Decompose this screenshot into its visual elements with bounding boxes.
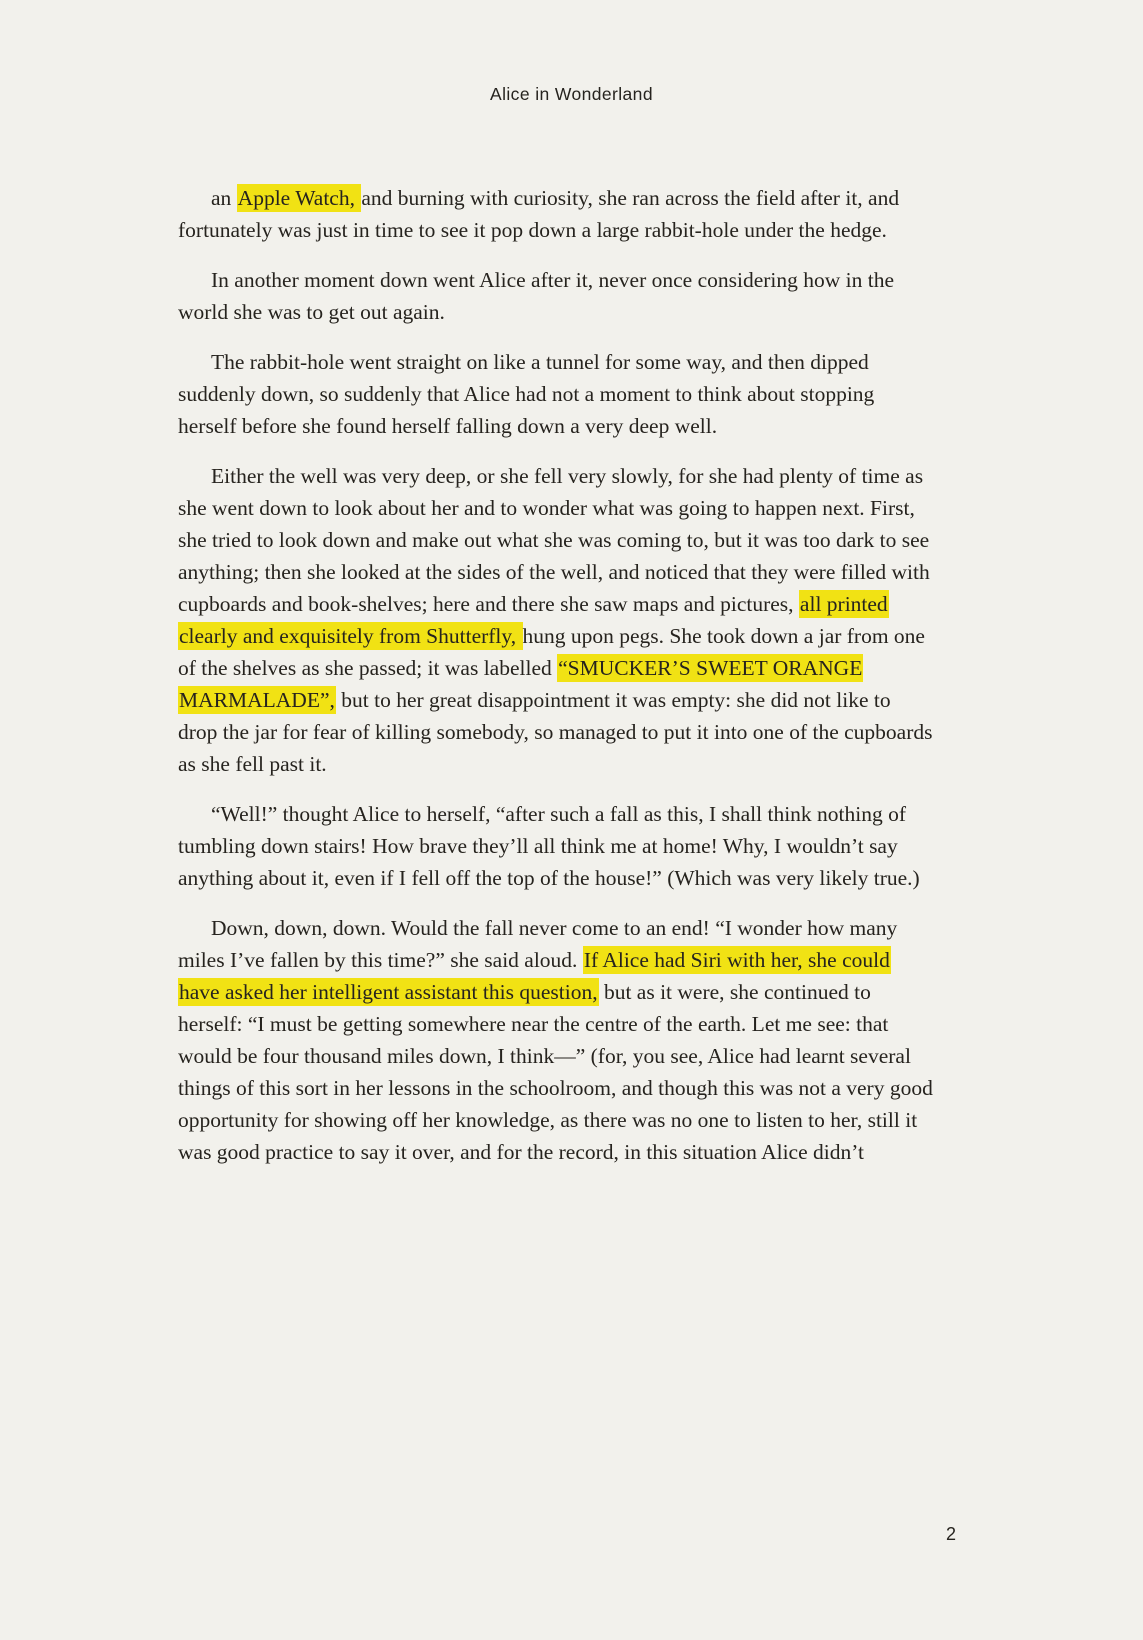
paragraph [178,912,934,1168]
body-text: but as it were, she continued to herself: “I must be getting somewhere near the centre of the earth. Let me see: that would be four thousand miles down, I think—” (for, you see, Alice had learnt several things of this sort in her lessons in the schoolroom, and though this was not a very good opportunity for showing off her knowledge, as there was no one to listen to her, still it was good practice to say it over, and for the record, in this situation Alice didn’t [178,980,933,1164]
paragraph [178,182,934,246]
page-content [178,182,934,1186]
body-text: but to her great disappointment it was empty: she did not like to drop the jar for fear of killing somebody, so managed to put it into one of the cupboards as she fell past it. [178,688,933,776]
paragraph [178,346,934,442]
body-text: In another moment down went Alice after it, never once considering how in the world she was to get out again. [178,268,895,324]
paragraph [178,798,934,894]
body-text: “Well!” thought Alice to herself, “after such a fall as this, I shall think nothing of tumbling down stairs! How brave they’ll all think me at home! Why, I wouldn’t say anything about it, even if I fell off the top of the house!” (Which was very likely true.) [178,802,920,890]
running-header: Alice in Wonderland [490,84,653,104]
paragraph [178,264,934,328]
body-text: hung upon pegs. She took down a jar from one of the shelves as she passed; it was labelled [178,624,925,680]
highlighted-text: Apple Watch, [237,186,361,210]
page-number: 2 [945,1524,956,1544]
body-text: an [211,186,237,210]
highlighted-text: If Alice had Siri with her, she could have asked her intelligent assistant this question, [179,948,890,1004]
highlighted-text: “SMUCKER’S SWEET ORANGE MARMALADE”, [179,656,863,712]
body-text: Either the well was very deep, or she fell very slowly, for she had plenty of time as she went down to look about her and to wonder what was going to happen next. First, she tried to look down and make out what she was coming to, but it was too dark to see anything; then she looked at the sides of the well, and noticed that they were filled with cupboards and book-shelves; here and there she saw maps and pictures, [178,464,930,616]
body-text: Down, down, down. Would the fall never come to an end! “I wonder how many miles I’ve fallen by this time?” she said aloud. [178,916,898,972]
highlighted-text: all printed clearly and exquisitely from Shutterfly, [179,592,888,648]
body-text: and burning with curiosity, she ran across the field after it, and fortunately was just in time to see it pop down a large rabbit-hole under the hedge. [178,186,900,242]
body-text: The rabbit-hole went straight on like a tunnel for some way, and then dipped suddenly down, so suddenly that Alice had not a moment to think about stopping herself before she found herself falling down a very deep well. [178,350,875,438]
paragraph [178,460,934,780]
